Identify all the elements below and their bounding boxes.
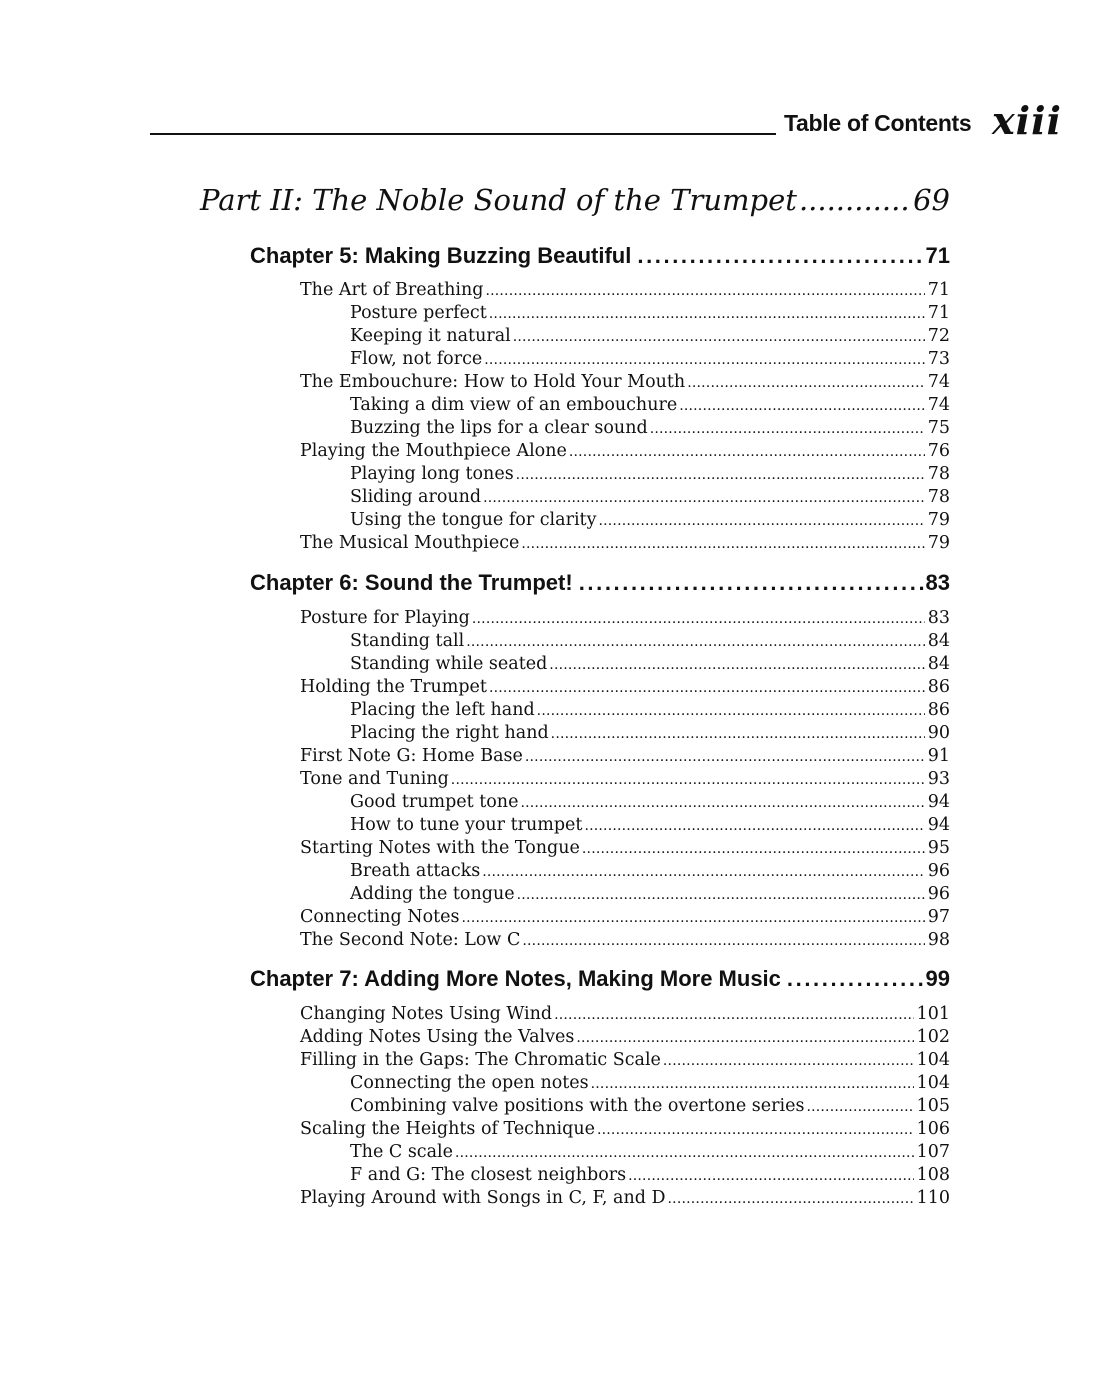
entry-page: 79 xyxy=(927,510,950,530)
toc-subentry[interactable] xyxy=(300,417,950,440)
chapter-page: 83 xyxy=(925,570,950,595)
dot-leader xyxy=(482,861,925,884)
dot-leader xyxy=(537,700,925,723)
toc-entry[interactable] xyxy=(300,1026,950,1049)
entry-title: Sliding around xyxy=(350,487,482,507)
entry-title: The Second Note: Low C xyxy=(300,930,521,950)
entry-page: 91 xyxy=(927,746,950,766)
section-label: Table of Contents xyxy=(784,110,972,136)
entry-page: 71 xyxy=(927,303,950,323)
dot-leader xyxy=(489,677,925,700)
dot-leader xyxy=(485,280,924,303)
toc-subentry[interactable] xyxy=(300,1072,950,1095)
entry-title: Combining valve positions with the overtone series xyxy=(350,1096,805,1116)
dot-leader xyxy=(582,838,925,861)
entry-title: Tone and Tuning xyxy=(300,769,449,789)
chapter-7-heading[interactable] xyxy=(250,966,950,992)
entry-title: How to tune your trumpet xyxy=(350,815,583,835)
dot-leader xyxy=(513,326,925,349)
entry-title: Changing Notes Using Wind xyxy=(300,1004,553,1024)
toc-entry[interactable] xyxy=(300,440,950,463)
toc-entry[interactable] xyxy=(300,1003,950,1026)
toc-subentry[interactable] xyxy=(300,699,950,722)
entry-title: Filling in the Gaps: The Chromatic Scale xyxy=(300,1050,661,1070)
dot-leader xyxy=(598,510,924,533)
entry-page: 104 xyxy=(916,1050,950,1070)
toc-entry[interactable] xyxy=(300,371,950,394)
entry-page: 96 xyxy=(927,884,950,904)
dot-leader xyxy=(517,884,925,907)
toc-subentry[interactable] xyxy=(300,1141,950,1164)
dot-leader xyxy=(597,1119,914,1142)
entry-page: 108 xyxy=(916,1165,950,1185)
entry-title: Placing the right hand xyxy=(350,723,549,743)
entry-page: 71 xyxy=(927,280,950,300)
entry-page: 106 xyxy=(916,1119,950,1139)
entry-page: 105 xyxy=(916,1096,950,1116)
chapter-6-heading[interactable] xyxy=(250,570,950,596)
entry-title: Posture perfect xyxy=(350,303,487,323)
entry-title: Playing long tones xyxy=(350,464,514,484)
chapter-page: 71 xyxy=(925,243,950,268)
toc-entry[interactable] xyxy=(300,1049,950,1072)
chapter-title: Chapter 5: Making Buzzing Beautiful xyxy=(250,243,632,268)
entry-page: 90 xyxy=(927,723,950,743)
entry-page: 110 xyxy=(916,1188,950,1208)
toc-subentry[interactable] xyxy=(300,1164,950,1187)
chapter-title: Chapter 7: Adding More Notes, Making More Music xyxy=(250,966,781,991)
entry-page: 78 xyxy=(927,464,950,484)
toc-entry[interactable] xyxy=(300,607,950,630)
entry-title: Flow, not force xyxy=(350,349,483,369)
entry-title: Starting Notes with the Tongue xyxy=(300,838,580,858)
dot-leader xyxy=(525,746,925,769)
entry-page: 74 xyxy=(927,395,950,415)
entry-page: 95 xyxy=(927,838,950,858)
toc-entry[interactable] xyxy=(300,745,950,768)
dot-leader xyxy=(516,464,925,487)
toc-subentry[interactable] xyxy=(300,1095,950,1118)
toc-subentry[interactable] xyxy=(300,348,950,371)
entry-title: Good trumpet tone xyxy=(350,792,519,812)
entry-page: 72 xyxy=(927,326,950,346)
entry-page: 74 xyxy=(927,372,950,392)
toc-entry[interactable] xyxy=(300,279,950,302)
part-page: 69 xyxy=(913,183,950,217)
dot-leader xyxy=(522,930,924,953)
dot-leader xyxy=(554,1004,914,1027)
toc-entry[interactable] xyxy=(300,837,950,860)
entry-page: 93 xyxy=(927,769,950,789)
dot-leader xyxy=(551,723,925,746)
toc-entry[interactable] xyxy=(300,906,950,929)
dot-leader xyxy=(637,243,923,269)
chapter-title: Chapter 6: Sound the Trumpet! xyxy=(250,570,573,595)
dot-leader xyxy=(455,1142,914,1165)
dot-leader xyxy=(472,608,925,631)
entry-title: Holding the Trumpet xyxy=(300,677,487,697)
entry-page: 73 xyxy=(927,349,950,369)
dot-leader xyxy=(628,1165,913,1188)
entry-title: F and G: The closest neighbors xyxy=(350,1165,627,1185)
entry-title: Keeping it natural xyxy=(350,326,511,346)
part-title: Part II: The Noble Sound of the Trumpet xyxy=(200,183,797,217)
toc-entry[interactable] xyxy=(300,1118,950,1141)
entry-title: The C scale xyxy=(350,1142,453,1162)
toc-entry[interactable] xyxy=(300,929,950,952)
dot-leader xyxy=(799,183,909,217)
entry-page: 75 xyxy=(927,418,950,438)
dot-leader xyxy=(679,395,925,418)
entry-title: Placing the left hand xyxy=(350,700,535,720)
entry-page: 84 xyxy=(927,654,950,674)
part-heading[interactable] xyxy=(200,183,950,217)
toc-entry[interactable] xyxy=(300,676,950,699)
entry-title: Standing while seated xyxy=(350,654,548,674)
entry-page: 104 xyxy=(916,1073,950,1093)
toc-subentry[interactable] xyxy=(300,509,950,532)
chapter-7-entries xyxy=(300,1003,950,1210)
dot-leader xyxy=(687,372,925,395)
toc-subentry[interactable] xyxy=(300,394,950,417)
dot-leader xyxy=(569,441,925,464)
toc-subentry[interactable] xyxy=(300,791,950,814)
entry-page: 98 xyxy=(927,930,950,950)
chapter-5-entries xyxy=(300,279,950,555)
dot-leader xyxy=(520,792,924,815)
toc-entry[interactable] xyxy=(300,1187,950,1210)
entry-title: Connecting the open notes xyxy=(350,1073,589,1093)
entry-title: Adding the tongue xyxy=(350,884,515,904)
dot-leader xyxy=(806,1096,913,1119)
entry-page: 94 xyxy=(927,792,950,812)
dot-leader xyxy=(451,769,925,792)
dot-leader xyxy=(549,654,924,677)
chapter-6-entries xyxy=(300,607,950,952)
entry-page: 97 xyxy=(927,907,950,927)
dot-leader xyxy=(579,570,924,596)
chapter-5-heading[interactable] xyxy=(250,243,950,269)
entry-page: 78 xyxy=(927,487,950,507)
entry-page: 101 xyxy=(916,1004,950,1024)
entry-page: 102 xyxy=(916,1027,950,1047)
toc-subentry[interactable] xyxy=(300,463,950,486)
toc-subentry[interactable] xyxy=(300,302,950,325)
toc-subentry[interactable] xyxy=(300,860,950,883)
entry-page: 86 xyxy=(927,677,950,697)
page-number: xiii xyxy=(992,98,1062,143)
entry-title: Posture for Playing xyxy=(300,608,470,628)
toc-subentry[interactable] xyxy=(300,814,950,837)
toc-subentry[interactable] xyxy=(300,653,950,676)
running-head xyxy=(150,100,1062,144)
dot-leader xyxy=(787,966,924,992)
dot-leader xyxy=(650,418,925,441)
entry-title: Scaling the Heights of Technique xyxy=(300,1119,595,1139)
chapter-page: 99 xyxy=(925,966,950,991)
dot-leader xyxy=(462,907,925,930)
entry-page: 86 xyxy=(927,700,950,720)
entry-page: 94 xyxy=(927,815,950,835)
dot-leader xyxy=(484,349,924,372)
header-rule xyxy=(150,133,776,135)
toc-subentry[interactable] xyxy=(300,883,950,906)
dot-leader xyxy=(483,487,925,510)
entry-title: Playing the Mouthpiece Alone xyxy=(300,441,567,461)
toc-subentry[interactable] xyxy=(300,722,950,745)
toc-subentry[interactable] xyxy=(300,630,950,653)
toc-subentry[interactable] xyxy=(300,486,950,509)
entry-title: Taking a dim view of an embouchure xyxy=(350,395,678,415)
dot-leader xyxy=(466,631,924,654)
toc-subentry[interactable] xyxy=(300,325,950,348)
dot-leader xyxy=(576,1027,913,1050)
entry-page: 83 xyxy=(927,608,950,628)
dot-leader xyxy=(668,1188,914,1211)
entry-page: 76 xyxy=(927,441,950,461)
toc-entry[interactable] xyxy=(300,768,950,791)
entry-title: Buzzing the lips for a clear sound xyxy=(350,418,648,438)
entry-page: 96 xyxy=(927,861,950,881)
entry-title: Breath attacks xyxy=(350,861,481,881)
entry-page: 107 xyxy=(916,1142,950,1162)
entry-title: Standing tall xyxy=(350,631,465,651)
entry-title: Connecting Notes xyxy=(300,907,460,927)
dot-leader xyxy=(584,815,924,838)
dot-leader xyxy=(663,1050,914,1073)
entry-title: The Musical Mouthpiece xyxy=(300,533,520,553)
entry-title: The Art of Breathing xyxy=(300,280,484,300)
entry-page: 84 xyxy=(927,631,950,651)
entry-title: First Note G: Home Base xyxy=(300,746,523,766)
dot-leader xyxy=(521,533,924,556)
entry-title: Playing Around with Songs in C, F, and D xyxy=(300,1188,666,1208)
dot-leader xyxy=(591,1073,914,1096)
entry-title: The Embouchure: How to Hold Your Mouth xyxy=(300,372,686,392)
toc-entry[interactable] xyxy=(300,532,950,555)
entry-page: 79 xyxy=(927,533,950,553)
entry-title: Adding Notes Using the Valves xyxy=(300,1027,575,1047)
dot-leader xyxy=(489,303,925,326)
entry-title: Using the tongue for clarity xyxy=(350,510,597,530)
